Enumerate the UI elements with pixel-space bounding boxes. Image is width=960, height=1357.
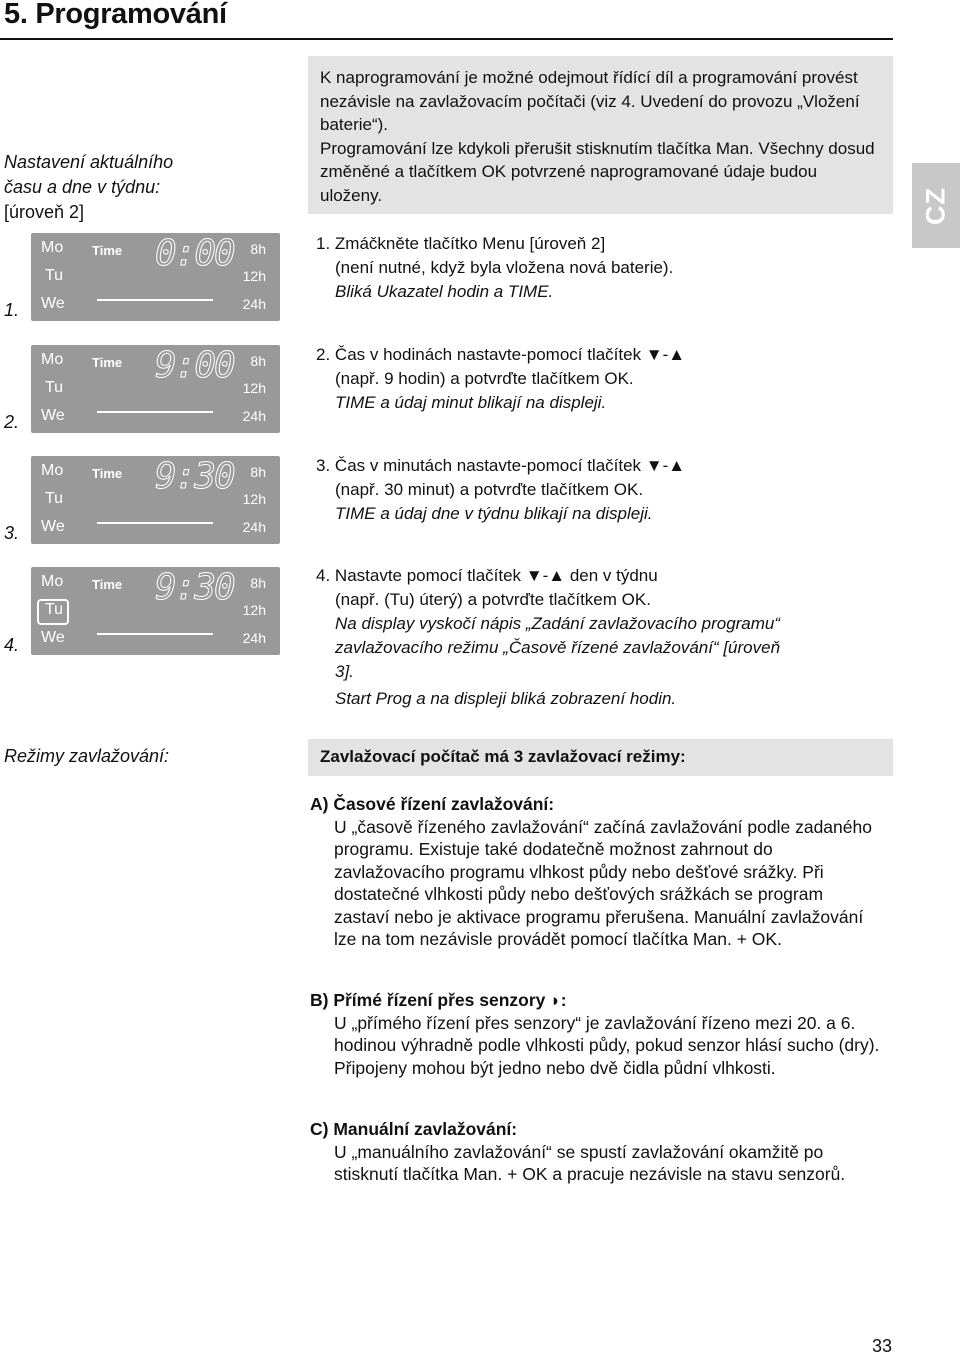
step-3-number: 3. bbox=[316, 456, 331, 475]
modes-heading-box bbox=[308, 739, 893, 776]
day-mo: Mo bbox=[41, 573, 64, 590]
intro-paragraph-1: K naprogramování je možné odejmout řídící díl a programování provést nezávisle na zavlažovacím počítači (viz 4. Uvedení do provozu „Vložení baterie“). bbox=[320, 68, 860, 134]
display-line bbox=[97, 522, 213, 524]
mode-a-title: A) Časové řízení zavlažování: bbox=[310, 794, 555, 814]
day-tu: Tu bbox=[45, 490, 64, 507]
mode-c-title: C) Manuální zavlažování: bbox=[310, 1119, 518, 1139]
day-mo: Mo bbox=[41, 239, 64, 256]
step-3-line3: TIME a údaj dne v týdnu blikají na displeji. bbox=[335, 504, 653, 523]
modes-label: Režimy zavlažování: bbox=[4, 746, 170, 766]
intro-box bbox=[308, 56, 893, 214]
step-1 bbox=[316, 232, 876, 304]
left-heading-line2: času a dne v týdnu: bbox=[4, 177, 161, 197]
day-we: We bbox=[41, 629, 65, 646]
time-digits: 9:00 bbox=[155, 345, 234, 386]
step-2-line2: (např. 9 hodin) a potvrďte tlačítkem OK. bbox=[335, 369, 634, 388]
language-tab bbox=[912, 163, 960, 248]
mode-a bbox=[310, 793, 880, 951]
step-2-line1: Čas v hodinách nastavte-pomocí tlačítek ▼-▲ bbox=[334, 345, 686, 364]
mode-b-title: B) Přímé řízení přes senzory ◗: bbox=[310, 990, 567, 1010]
step-2-line3: TIME a údaj minut blikají na displeji. bbox=[335, 393, 607, 412]
display-line bbox=[97, 633, 213, 635]
step-1-line1: Zmáčkněte tlačítko Menu [úroveň 2] bbox=[334, 234, 606, 253]
hour-8h: 8h bbox=[250, 575, 266, 591]
step-4-line4: Start Prog a na displeji bliká zobrazení hodin. bbox=[335, 689, 677, 708]
hour-8h: 8h bbox=[250, 241, 266, 257]
display-line bbox=[97, 411, 213, 413]
hour-24h: 24h bbox=[242, 408, 266, 424]
mode-b bbox=[310, 989, 880, 1079]
time-digits: 9:30 bbox=[155, 456, 234, 497]
intro-paragraph-2: Programování lze kdykoli přerušit stisknutím tlačítka Man. Všechny dosud změněné a tlačítkem OK potvrzené naprogramované údaje budou uloženy. bbox=[320, 138, 875, 205]
time-digits: 0:00 bbox=[155, 233, 234, 274]
day-mo: Mo bbox=[41, 351, 64, 368]
display-panel-2 bbox=[31, 345, 280, 433]
step-3-line2: (např. 30 minut) a potvrďte tlačítkem OK. bbox=[335, 480, 644, 499]
step-4-number: 4. bbox=[316, 566, 331, 585]
mode-a-body: U „časově řízeného zavlažování“ začíná zavlažování podle zadaného programu. Existuje také dodatečně možnost zahrnout do zavlažovacího programu vlhkost půdy nebo dešťové srážky. Při dostatečné vlhkosti půdy nebo dešťových srážkách se program zastaví nebo je aktivace programu přerušena. Manuální zavlažování lze na tom nezávisle provádět pomocí tlačítka Man. + OK. bbox=[334, 816, 872, 949]
display-panel-1 bbox=[31, 233, 280, 321]
step-1-line2: (není nutné, když byla vložena nová baterie). bbox=[335, 258, 674, 277]
left-heading-line1: Nastavení aktuálního bbox=[4, 152, 174, 172]
time-label: Time bbox=[92, 243, 123, 258]
page-number: 33 bbox=[871, 1336, 892, 1356]
time-label: Time bbox=[92, 466, 123, 481]
panel-number-4: 4. bbox=[4, 635, 20, 655]
panel-number-1: 1. bbox=[4, 300, 20, 320]
title-rule bbox=[0, 38, 893, 40]
step-3-line1: Čas v minutách nastavte-pomocí tlačítek ▼-▲ bbox=[334, 456, 686, 475]
step-4 bbox=[316, 564, 796, 711]
day-tu: Tu bbox=[45, 379, 64, 396]
left-heading bbox=[4, 150, 173, 225]
time-label: Time bbox=[92, 355, 123, 370]
day-mo: Mo bbox=[41, 462, 64, 479]
panel-number-2: 2. bbox=[4, 412, 20, 432]
mode-c-body: U „manuálního zavlažování“ se spustí zavlažování okamžitě po stisknutí tlačítka Man. + OK a pracuje nezávisle na stavu senzorů. bbox=[334, 1141, 846, 1184]
day-we: We bbox=[41, 295, 65, 312]
step-2-number: 2. bbox=[316, 345, 331, 364]
day-tu: Tu bbox=[45, 267, 64, 284]
hour-24h: 24h bbox=[242, 630, 266, 646]
language-tab-label: CZ bbox=[920, 186, 951, 225]
day-we: We bbox=[41, 518, 65, 535]
step-4-line3: Na display vyskočí nápis „Zadání zavlažovacího programu“ zavlažovacího režimu „Časově řízené zavlažování“ [úroveň 3]. bbox=[335, 614, 781, 681]
hour-12h: 12h bbox=[242, 268, 266, 284]
hour-8h: 8h bbox=[250, 353, 266, 369]
time-digits: 9:30 bbox=[155, 567, 234, 608]
panel-number-3: 3. bbox=[4, 523, 20, 543]
display-line bbox=[97, 299, 213, 301]
hour-8h: 8h bbox=[250, 464, 266, 480]
hour-12h: 12h bbox=[242, 602, 266, 618]
step-1-number: 1. bbox=[316, 234, 331, 253]
step-3 bbox=[316, 454, 876, 526]
hour-12h: 12h bbox=[242, 380, 266, 396]
step-1-line3: Bliká Ukazatel hodin a TIME. bbox=[335, 282, 554, 301]
day-tu: Tu bbox=[45, 601, 64, 618]
display-panel-3 bbox=[31, 456, 280, 544]
mode-c bbox=[310, 1118, 880, 1186]
hour-24h: 24h bbox=[242, 296, 266, 312]
hour-12h: 12h bbox=[242, 491, 266, 507]
section-title: 5. Programování bbox=[4, 0, 227, 30]
mode-b-body: U „přímého řízení přes senzory“ je zavlažování řízeno mezi 20. a 6. hodinou výhradně podle vlhkosti půdy, pokud senzor hlásí sucho (dry). Připojeny mohou být jedno nebo dvě čidla půdní vlhkosti. bbox=[334, 1012, 880, 1078]
left-heading-level: [úroveň 2] bbox=[4, 202, 85, 222]
step-4-line2: (např. (Tu) úterý) a potvrďte tlačítkem OK. bbox=[335, 590, 651, 609]
display-panel-4 bbox=[31, 567, 280, 655]
step-4-line1: Nastavte pomocí tlačítek ▼-▲ den v týdnu bbox=[334, 566, 658, 585]
hour-24h: 24h bbox=[242, 519, 266, 535]
modes-heading: Zavlažovací počítač má 3 zavlažovací režimy: bbox=[320, 747, 686, 766]
time-label: Time bbox=[92, 577, 123, 592]
step-2 bbox=[316, 343, 876, 415]
day-we: We bbox=[41, 407, 65, 424]
